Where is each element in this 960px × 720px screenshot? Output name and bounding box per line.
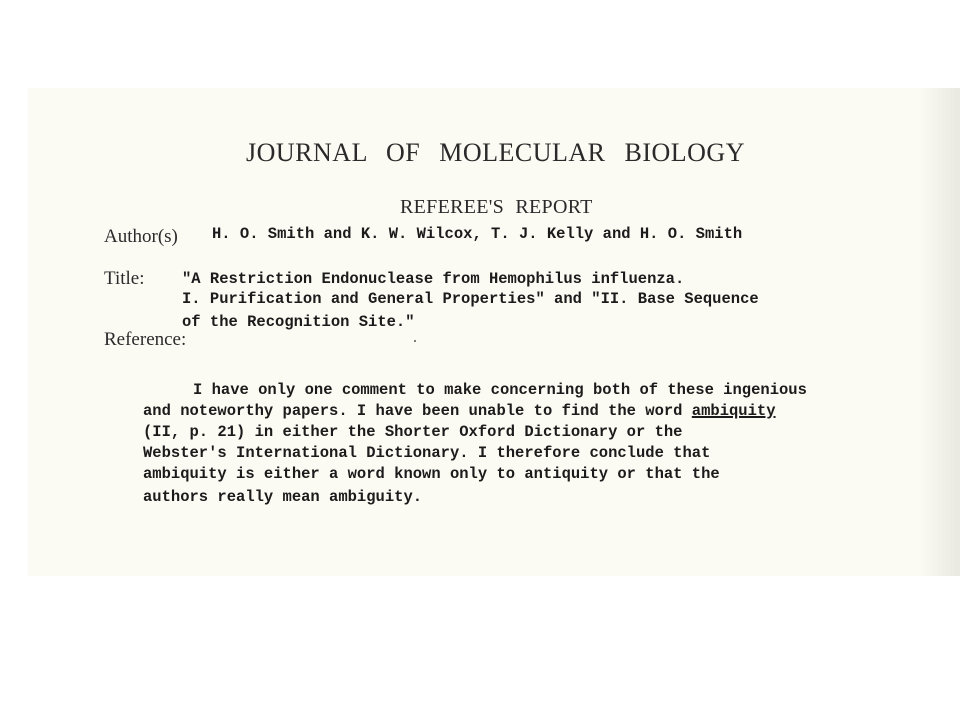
report-heading: REFEREE'S REPORT <box>400 196 593 218</box>
authors-value: H. O. Smith and K. W. Wilcox, T. J. Kelly and H. O. Smith <box>212 225 743 243</box>
title-line-3: of the Recognition Site." <box>182 313 415 331</box>
body-line-5: ambiquity is either a word known only to antiquity or that the <box>143 465 720 483</box>
ink-speck <box>414 340 416 342</box>
body-line-1: I have only one comment to make concerning both of these ingenious <box>193 381 807 399</box>
title-label: Title: <box>104 268 145 289</box>
underlined-word: ambiquity <box>691 402 776 420</box>
title-line-2: I. Purification and General Properties" and "II. Base Sequence <box>182 290 759 308</box>
body-line-2-text: and noteworthy papers. I have been unable to find the word <box>143 402 692 420</box>
title-line-1: "A Restriction Endonuclease from Hemophilus influenza. <box>182 270 685 288</box>
authors-label: Author(s) <box>104 226 178 247</box>
body-line-6: authors really mean ambiguity. <box>143 488 423 506</box>
journal-title: JOURNAL OF MOLECULAR BIOLOGY <box>246 138 745 167</box>
body-line-4: Webster's International Dictionary. I therefore conclude that <box>143 444 711 462</box>
body-line-3: (II, p. 21) in either the Shorter Oxford Dictionary or the <box>143 423 683 441</box>
body-line-2 <box>143 402 776 420</box>
reference-label: Reference: <box>104 329 187 350</box>
